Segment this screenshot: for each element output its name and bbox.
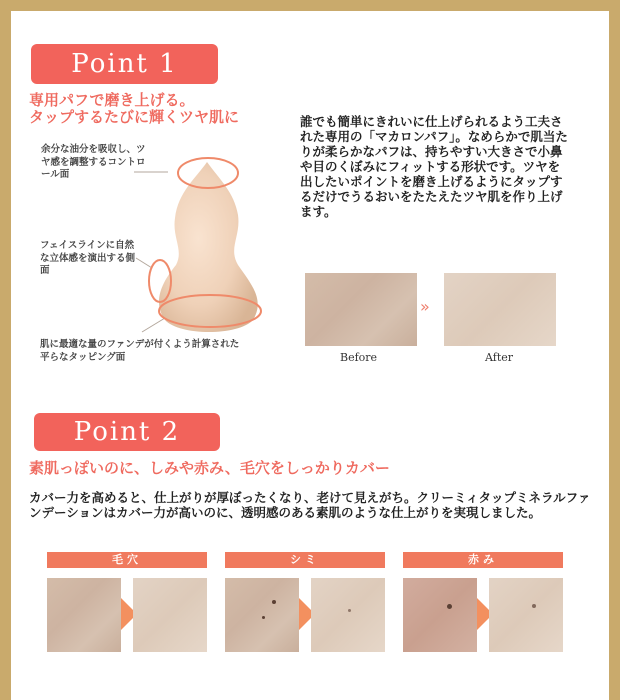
spot-mark <box>447 604 452 609</box>
before-label: Before <box>340 351 378 364</box>
before-after-arrow: » <box>420 297 430 316</box>
after-photo <box>444 273 556 346</box>
before-photo <box>305 273 417 346</box>
point-2-heading: 素肌っぽいのに、しみや赤み、毛穴をしっかりカバー <box>29 459 390 477</box>
spots-after-photo <box>311 578 385 652</box>
spot-mark <box>272 600 276 604</box>
pores-after-photo <box>133 578 207 652</box>
annotation-top-surface: 余分な油分を吸収し、ツヤ感を調整するコントロール面 <box>41 144 146 180</box>
tag-spots: シミ <box>225 552 385 568</box>
spot-mark <box>262 616 265 619</box>
pores-before-photo <box>47 578 121 652</box>
tag-redness: 赤み <box>403 552 563 568</box>
spot-mark <box>348 609 351 612</box>
tag-pores: 毛穴 <box>47 552 207 568</box>
puff-illustration <box>120 140 280 340</box>
point-1-description: 誰でも簡単にきれいに仕上げられるよう工夫された専用の「マカロンパフ」。なめらかで肌当たりが柔らかなパフは、持ちやすい大きさで小鼻や目のくぼみにフィットする形状です。ツヤを出したいポイントを磨き上げるようにタップするだけでうるおいをたたえたツヤ肌を作り上げます。 <box>300 114 568 219</box>
point-2-badge: Point 2 <box>34 413 220 451</box>
redness-before-photo <box>403 578 477 652</box>
point-1-heading-line2: タップするたびに輝くツヤ肌に <box>29 108 240 126</box>
annotation-bottom-surface: 肌に最適な量のファンデが付くよう計算された平らなタッピング面 <box>40 339 240 363</box>
point-1-badge: Point 1 <box>31 44 218 84</box>
annotation-side-surface: フェイスラインに自然な立体感を演出する側面 <box>40 240 136 276</box>
spot-mark <box>532 604 536 608</box>
spots-before-photo <box>225 578 299 652</box>
point-1-heading-line1: 専用パフで磨き上げる。 <box>29 91 195 109</box>
redness-after-photo <box>489 578 563 652</box>
point-2-description: カバー力を高めると、仕上がりが厚ぼったくなり、老けて見えがち。クリーミィタップミネラルファンデーションはカバー力が高いのに、透明感のある素肌のような仕上がりを実現しました。 <box>29 490 591 520</box>
after-label: After <box>485 351 514 364</box>
